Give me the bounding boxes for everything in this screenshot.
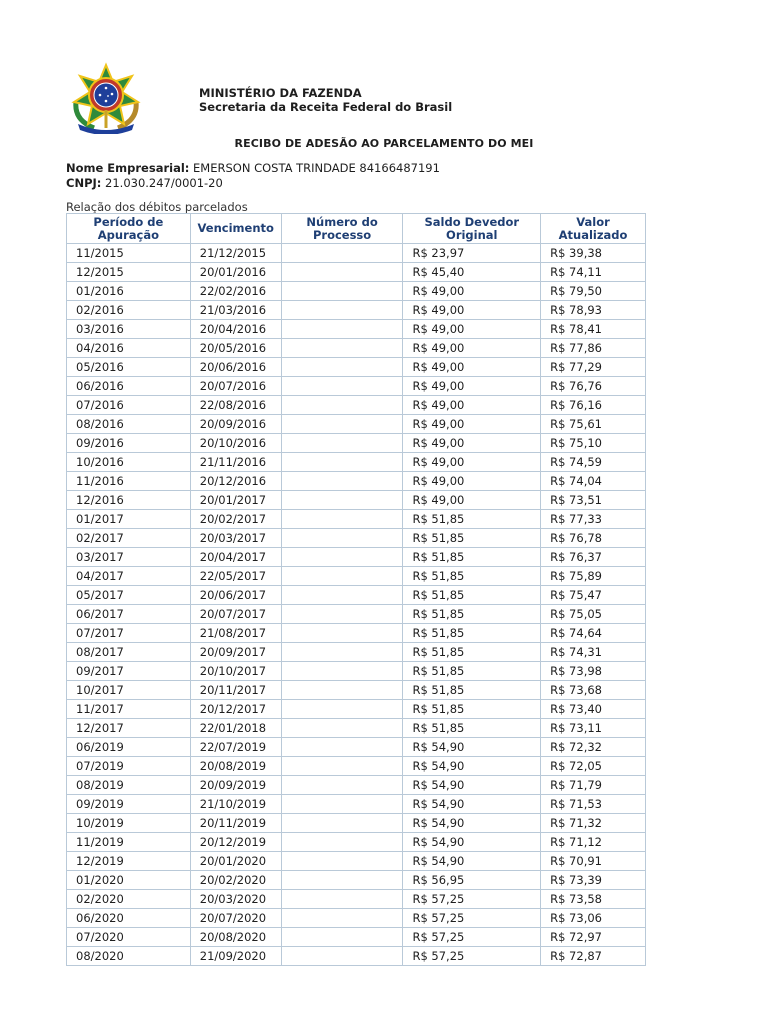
cell-valor: R$ 75,89 (541, 567, 646, 586)
cell-valor: R$ 76,78 (541, 529, 646, 548)
cell-valor: R$ 72,05 (541, 757, 646, 776)
cell-valor: R$ 71,79 (541, 776, 646, 795)
column-header-periodo: Período de Apuração (67, 214, 191, 244)
cell-saldo: R$ 51,85 (403, 624, 541, 643)
cell-periodo: 08/2017 (67, 643, 191, 662)
cell-periodo: 06/2020 (67, 909, 191, 928)
table-row (67, 909, 646, 928)
column-header-valor: Valor Atualizado (541, 214, 646, 244)
cell-saldo: R$ 51,85 (403, 510, 541, 529)
cell-valor: R$ 73,40 (541, 700, 646, 719)
cell-vencimento: 21/11/2016 (190, 453, 281, 472)
table-row (67, 928, 646, 947)
cell-vencimento: 20/09/2019 (190, 776, 281, 795)
table-header-row (67, 214, 646, 244)
cell-periodo: 01/2016 (67, 282, 191, 301)
cell-valor: R$ 75,05 (541, 605, 646, 624)
cell-processo (281, 871, 403, 890)
cell-vencimento: 20/03/2017 (190, 529, 281, 548)
cell-periodo: 11/2017 (67, 700, 191, 719)
company-info (66, 161, 440, 191)
cell-periodo: 05/2017 (67, 586, 191, 605)
cell-vencimento: 20/02/2017 (190, 510, 281, 529)
cell-valor: R$ 72,32 (541, 738, 646, 757)
cell-saldo: R$ 51,85 (403, 662, 541, 681)
cell-periodo: 04/2016 (67, 339, 191, 358)
cell-vencimento: 20/04/2017 (190, 548, 281, 567)
cell-periodo: 10/2017 (67, 681, 191, 700)
cell-periodo: 07/2019 (67, 757, 191, 776)
cell-valor: R$ 75,61 (541, 415, 646, 434)
cell-processo (281, 472, 403, 491)
cell-saldo: R$ 51,85 (403, 605, 541, 624)
cell-periodo: 02/2020 (67, 890, 191, 909)
cell-vencimento: 20/01/2020 (190, 852, 281, 871)
cell-periodo: 07/2020 (67, 928, 191, 947)
cell-valor: R$ 74,64 (541, 624, 646, 643)
cell-vencimento: 20/09/2017 (190, 643, 281, 662)
company-name-label: Nome Empresarial: (66, 161, 190, 175)
cell-saldo: R$ 51,85 (403, 567, 541, 586)
column-header-vencimento: Vencimento (190, 214, 281, 244)
cell-valor: R$ 72,97 (541, 928, 646, 947)
table-row (67, 453, 646, 472)
table-row (67, 339, 646, 358)
cell-vencimento: 22/02/2016 (190, 282, 281, 301)
table-row (67, 415, 646, 434)
cell-valor: R$ 73,58 (541, 890, 646, 909)
cell-valor: R$ 71,32 (541, 814, 646, 833)
cell-processo (281, 814, 403, 833)
cell-processo (281, 624, 403, 643)
cell-processo (281, 567, 403, 586)
table-row (67, 263, 646, 282)
table-row (67, 624, 646, 643)
cell-saldo: R$ 49,00 (403, 282, 541, 301)
cell-periodo: 01/2020 (67, 871, 191, 890)
column-header-processo: Número do Processo (281, 214, 403, 244)
cell-processo (281, 301, 403, 320)
cell-valor: R$ 73,11 (541, 719, 646, 738)
table-row (67, 662, 646, 681)
cell-vencimento: 22/05/2017 (190, 567, 281, 586)
table-row (67, 586, 646, 605)
cell-vencimento: 21/10/2019 (190, 795, 281, 814)
cell-periodo: 08/2020 (67, 947, 191, 966)
table-row (67, 719, 646, 738)
cell-saldo: R$ 57,25 (403, 947, 541, 966)
cell-periodo: 12/2017 (67, 719, 191, 738)
cell-saldo: R$ 49,00 (403, 472, 541, 491)
cell-saldo: R$ 57,25 (403, 928, 541, 947)
cell-periodo: 11/2019 (67, 833, 191, 852)
cell-vencimento: 20/08/2019 (190, 757, 281, 776)
cell-processo (281, 396, 403, 415)
table-row (67, 643, 646, 662)
cell-processo (281, 890, 403, 909)
cell-saldo: R$ 51,85 (403, 700, 541, 719)
cell-saldo: R$ 57,25 (403, 890, 541, 909)
cell-vencimento: 20/10/2017 (190, 662, 281, 681)
cell-saldo: R$ 51,85 (403, 548, 541, 567)
table-row (67, 605, 646, 624)
cell-saldo: R$ 23,97 (403, 244, 541, 263)
table-row (67, 282, 646, 301)
cell-periodo: 09/2016 (67, 434, 191, 453)
cell-periodo: 12/2015 (67, 263, 191, 282)
cell-processo (281, 358, 403, 377)
cell-processo (281, 776, 403, 795)
cell-saldo: R$ 54,90 (403, 814, 541, 833)
cell-valor: R$ 75,10 (541, 434, 646, 453)
cell-processo (281, 453, 403, 472)
cell-processo (281, 282, 403, 301)
cell-valor: R$ 74,04 (541, 472, 646, 491)
cell-valor: R$ 74,31 (541, 643, 646, 662)
cell-processo (281, 852, 403, 871)
cell-saldo: R$ 54,90 (403, 757, 541, 776)
cell-periodo: 03/2016 (67, 320, 191, 339)
table-row (67, 491, 646, 510)
table-row (67, 301, 646, 320)
cell-periodo: 04/2017 (67, 567, 191, 586)
cell-periodo: 11/2015 (67, 244, 191, 263)
cell-processo (281, 510, 403, 529)
cell-processo (281, 263, 403, 282)
cell-valor: R$ 72,87 (541, 947, 646, 966)
cell-processo (281, 491, 403, 510)
table-row (67, 738, 646, 757)
cell-valor: R$ 74,11 (541, 263, 646, 282)
table-row (67, 567, 646, 586)
cell-valor: R$ 77,86 (541, 339, 646, 358)
cnpj-label: CNPJ: (66, 176, 102, 190)
cell-processo (281, 529, 403, 548)
ministry-title: MINISTÉRIO DA FAZENDA (199, 86, 362, 100)
cell-valor: R$ 73,39 (541, 871, 646, 890)
cell-vencimento: 20/07/2020 (190, 909, 281, 928)
cell-saldo: R$ 49,00 (403, 453, 541, 472)
cell-processo (281, 909, 403, 928)
cell-saldo: R$ 54,90 (403, 795, 541, 814)
table-caption: Relação dos débitos parcelados (66, 200, 248, 214)
cell-vencimento: 20/12/2019 (190, 833, 281, 852)
cell-vencimento: 20/09/2016 (190, 415, 281, 434)
cell-processo (281, 339, 403, 358)
cell-processo (281, 662, 403, 681)
cell-valor: R$ 70,91 (541, 852, 646, 871)
cell-periodo: 07/2017 (67, 624, 191, 643)
cell-saldo: R$ 54,90 (403, 738, 541, 757)
cell-valor: R$ 77,33 (541, 510, 646, 529)
cell-periodo: 11/2016 (67, 472, 191, 491)
cell-vencimento: 22/08/2016 (190, 396, 281, 415)
cell-processo (281, 947, 403, 966)
table-row (67, 890, 646, 909)
company-name-line (66, 161, 440, 176)
cell-vencimento: 20/07/2017 (190, 605, 281, 624)
table-row (67, 377, 646, 396)
cell-processo (281, 681, 403, 700)
cell-processo (281, 795, 403, 814)
cell-saldo: R$ 49,00 (403, 434, 541, 453)
cell-vencimento: 20/08/2020 (190, 928, 281, 947)
cell-saldo: R$ 54,90 (403, 833, 541, 852)
cell-periodo: 01/2017 (67, 510, 191, 529)
debts-table (66, 213, 646, 966)
cell-vencimento: 21/08/2017 (190, 624, 281, 643)
cell-saldo: R$ 45,40 (403, 263, 541, 282)
cell-vencimento: 20/06/2016 (190, 358, 281, 377)
table-row (67, 757, 646, 776)
cell-valor: R$ 39,38 (541, 244, 646, 263)
cell-valor: R$ 71,12 (541, 833, 646, 852)
cell-periodo: 07/2016 (67, 396, 191, 415)
cell-valor: R$ 73,98 (541, 662, 646, 681)
cell-saldo: R$ 54,90 (403, 776, 541, 795)
cell-saldo: R$ 49,00 (403, 320, 541, 339)
table-row (67, 852, 646, 871)
cell-processo (281, 757, 403, 776)
table-row (67, 795, 646, 814)
cell-processo (281, 377, 403, 396)
cell-processo (281, 415, 403, 434)
table-row (67, 776, 646, 795)
cell-vencimento: 20/10/2016 (190, 434, 281, 453)
cell-periodo: 06/2019 (67, 738, 191, 757)
table-row (67, 833, 646, 852)
cell-vencimento: 20/01/2017 (190, 491, 281, 510)
cell-saldo: R$ 51,85 (403, 681, 541, 700)
cell-processo (281, 643, 403, 662)
cell-periodo: 12/2019 (67, 852, 191, 871)
cell-valor: R$ 79,50 (541, 282, 646, 301)
cell-vencimento: 20/07/2016 (190, 377, 281, 396)
table-row (67, 358, 646, 377)
cell-saldo: R$ 57,25 (403, 909, 541, 928)
cell-periodo: 09/2017 (67, 662, 191, 681)
cell-processo (281, 833, 403, 852)
cell-periodo: 09/2019 (67, 795, 191, 814)
cell-saldo: R$ 49,00 (403, 377, 541, 396)
cell-vencimento: 20/11/2017 (190, 681, 281, 700)
cell-saldo: R$ 51,85 (403, 586, 541, 605)
table-row (67, 700, 646, 719)
table-row (67, 510, 646, 529)
cell-valor: R$ 78,93 (541, 301, 646, 320)
cell-saldo: R$ 49,00 (403, 301, 541, 320)
table-row (67, 947, 646, 966)
cell-periodo: 06/2017 (67, 605, 191, 624)
cell-vencimento: 20/11/2019 (190, 814, 281, 833)
cell-vencimento: 20/04/2016 (190, 320, 281, 339)
cell-processo (281, 928, 403, 947)
cell-saldo: R$ 51,85 (403, 643, 541, 662)
cell-periodo: 10/2016 (67, 453, 191, 472)
cell-valor: R$ 78,41 (541, 320, 646, 339)
table-row (67, 548, 646, 567)
cell-processo (281, 738, 403, 757)
cell-valor: R$ 76,16 (541, 396, 646, 415)
cell-valor: R$ 73,06 (541, 909, 646, 928)
cell-saldo: R$ 49,00 (403, 358, 541, 377)
cell-saldo: R$ 49,00 (403, 339, 541, 358)
cell-processo (281, 320, 403, 339)
document-title: RECIBO DE ADESÃO AO PARCELAMENTO DO MEI (234, 137, 534, 150)
cell-periodo: 05/2016 (67, 358, 191, 377)
table-row (67, 681, 646, 700)
cell-vencimento: 22/01/2018 (190, 719, 281, 738)
cnpj-value: 21.030.247/0001-20 (105, 176, 223, 190)
cell-periodo: 03/2017 (67, 548, 191, 567)
cnpj-line (66, 176, 440, 191)
cell-valor: R$ 73,51 (541, 491, 646, 510)
cell-saldo: R$ 51,85 (403, 719, 541, 738)
cell-processo (281, 434, 403, 453)
cell-periodo: 02/2017 (67, 529, 191, 548)
cell-valor: R$ 76,37 (541, 548, 646, 567)
cell-vencimento: 20/12/2017 (190, 700, 281, 719)
cell-saldo: R$ 56,95 (403, 871, 541, 890)
cell-processo (281, 586, 403, 605)
cell-valor: R$ 76,76 (541, 377, 646, 396)
company-name-value: EMERSON COSTA TRINDADE 84166487191 (193, 161, 440, 175)
cell-valor: R$ 73,68 (541, 681, 646, 700)
secretariat-title: Secretaria da Receita Federal do Brasil (199, 100, 453, 114)
cell-vencimento: 21/12/2015 (190, 244, 281, 263)
cell-valor: R$ 77,29 (541, 358, 646, 377)
cell-valor: R$ 74,59 (541, 453, 646, 472)
cell-vencimento: 20/12/2016 (190, 472, 281, 491)
cell-periodo: 06/2016 (67, 377, 191, 396)
cell-processo (281, 700, 403, 719)
cell-periodo: 12/2016 (67, 491, 191, 510)
table-row (67, 244, 646, 263)
cell-valor: R$ 71,53 (541, 795, 646, 814)
table-row (67, 434, 646, 453)
coat-of-arms-icon (66, 62, 146, 134)
cell-vencimento: 22/07/2019 (190, 738, 281, 757)
table-row (67, 814, 646, 833)
table-row (67, 396, 646, 415)
column-header-saldo: Saldo Devedor Original (403, 214, 541, 244)
cell-valor: R$ 75,47 (541, 586, 646, 605)
table-row (67, 529, 646, 548)
table-row (67, 320, 646, 339)
cell-vencimento: 20/02/2020 (190, 871, 281, 890)
cell-vencimento: 20/06/2017 (190, 586, 281, 605)
cell-processo (281, 719, 403, 738)
cell-vencimento: 21/09/2020 (190, 947, 281, 966)
cell-periodo: 02/2016 (67, 301, 191, 320)
cell-vencimento: 21/03/2016 (190, 301, 281, 320)
cell-periodo: 08/2019 (67, 776, 191, 795)
cell-periodo: 08/2016 (67, 415, 191, 434)
cell-vencimento: 20/03/2020 (190, 890, 281, 909)
cell-processo (281, 605, 403, 624)
table-row (67, 472, 646, 491)
cell-processo (281, 244, 403, 263)
cell-vencimento: 20/05/2016 (190, 339, 281, 358)
cell-processo (281, 548, 403, 567)
cell-saldo: R$ 49,00 (403, 415, 541, 434)
cell-saldo: R$ 51,85 (403, 529, 541, 548)
table-row (67, 871, 646, 890)
cell-saldo: R$ 49,00 (403, 491, 541, 510)
cell-saldo: R$ 54,90 (403, 852, 541, 871)
cell-vencimento: 20/01/2016 (190, 263, 281, 282)
cell-saldo: R$ 49,00 (403, 396, 541, 415)
cell-periodo: 10/2019 (67, 814, 191, 833)
